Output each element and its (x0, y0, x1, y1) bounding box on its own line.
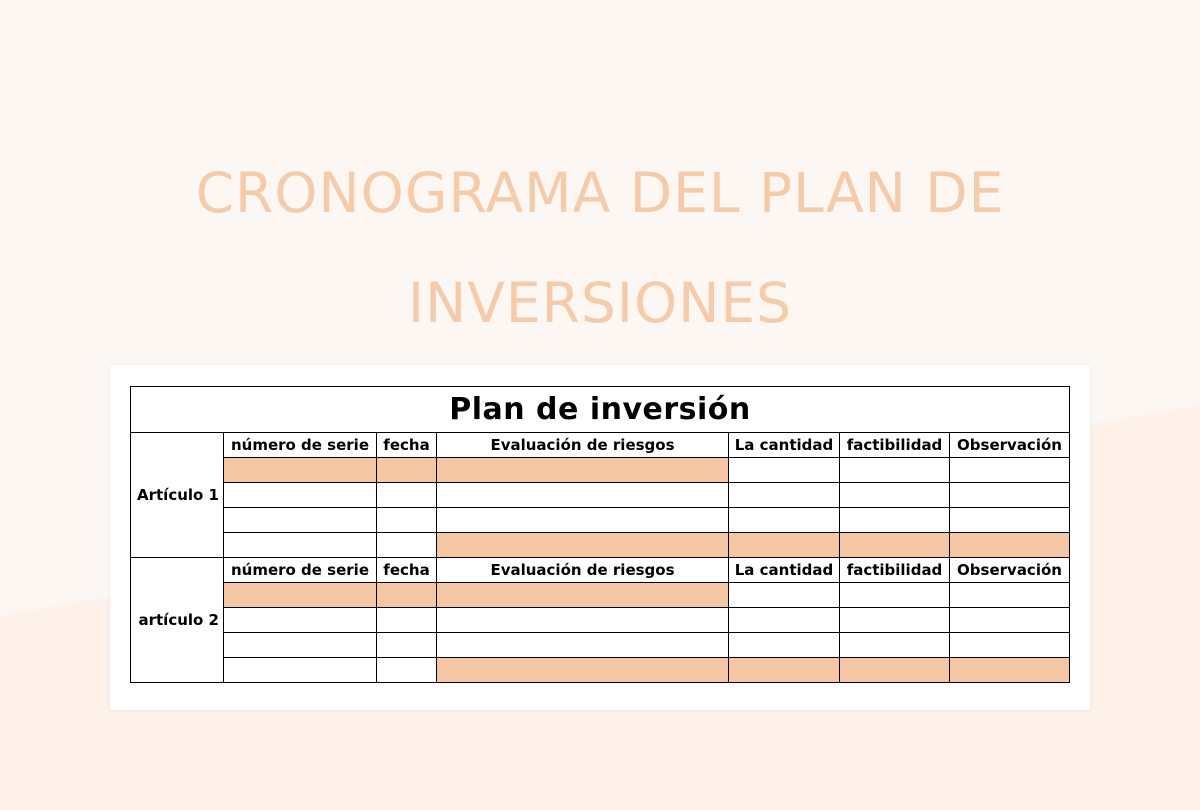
table-cell[interactable] (437, 658, 729, 683)
table-cell[interactable] (950, 608, 1070, 633)
column-header-observation: Observación (950, 433, 1070, 458)
table-row (131, 583, 1070, 608)
table-cell[interactable] (224, 533, 377, 558)
table-cell[interactable] (840, 633, 950, 658)
investment-plan-table (130, 386, 1070, 683)
table-cell[interactable] (840, 583, 950, 608)
table-cell[interactable] (224, 508, 377, 533)
table-cell[interactable] (840, 483, 950, 508)
page-title-line-2: INVERSIONES (407, 271, 793, 335)
table-cell[interactable] (729, 483, 840, 508)
table-cell[interactable] (377, 483, 437, 508)
table-cell[interactable] (437, 608, 729, 633)
column-header-serial-number: número de serie (224, 433, 377, 458)
column-header-amount: La cantidad (729, 433, 840, 458)
table-cell[interactable] (437, 633, 729, 658)
table-cell[interactable] (840, 658, 950, 683)
table-cell[interactable] (950, 633, 1070, 658)
column-header-observation: Observación (950, 558, 1070, 583)
group-label-articulo-2: artículo 2 (131, 558, 224, 683)
table-cell[interactable] (224, 633, 377, 658)
table-cell[interactable] (729, 458, 840, 483)
table-cell[interactable] (224, 458, 377, 483)
table-cell[interactable] (729, 633, 840, 658)
table-cell[interactable] (950, 508, 1070, 533)
table-cell[interactable] (224, 583, 377, 608)
table-row (131, 633, 1070, 658)
column-header-risk-evaluation: Evaluación de riesgos (437, 433, 729, 458)
table-cell[interactable] (729, 533, 840, 558)
table-cell[interactable] (729, 508, 840, 533)
table-cell[interactable] (437, 458, 729, 483)
column-header-serial-number: número de serie (224, 558, 377, 583)
column-header-date: fecha (377, 433, 437, 458)
table-title: Plan de inversión (131, 387, 1070, 433)
table-card (110, 365, 1090, 710)
table-cell[interactable] (950, 483, 1070, 508)
table-cell[interactable] (224, 483, 377, 508)
table-cell[interactable] (377, 508, 437, 533)
table-cell[interactable] (840, 608, 950, 633)
table-cell[interactable] (950, 583, 1070, 608)
table-cell[interactable] (437, 583, 729, 608)
table-row (131, 483, 1070, 508)
table-cell[interactable] (437, 533, 729, 558)
column-header-feasibility: factibilidad (840, 433, 950, 458)
table-row (131, 533, 1070, 558)
table-cell[interactable] (377, 583, 437, 608)
table-cell[interactable] (950, 533, 1070, 558)
table-cell[interactable] (729, 583, 840, 608)
column-header-date: fecha (377, 558, 437, 583)
table-header-row (131, 558, 1070, 583)
table-cell[interactable] (729, 658, 840, 683)
table-row (131, 508, 1070, 533)
table-cell[interactable] (377, 658, 437, 683)
column-header-risk-evaluation: Evaluación de riesgos (437, 558, 729, 583)
table-cell[interactable] (840, 458, 950, 483)
table-cell[interactable] (840, 533, 950, 558)
table-cell[interactable] (437, 483, 729, 508)
table-cell[interactable] (840, 508, 950, 533)
page-title (0, 138, 1200, 358)
table-cell[interactable] (950, 458, 1070, 483)
table-cell[interactable] (224, 658, 377, 683)
table-row (131, 658, 1070, 683)
table-cell[interactable] (950, 658, 1070, 683)
column-header-amount: La cantidad (729, 558, 840, 583)
table-cell[interactable] (377, 533, 437, 558)
group-label-articulo-1: Artículo 1 (131, 433, 224, 558)
table-cell[interactable] (377, 458, 437, 483)
table-title-row (131, 387, 1070, 433)
table-cell[interactable] (377, 608, 437, 633)
table-cell[interactable] (729, 608, 840, 633)
page-title-line-1: CRONOGRAMA DEL PLAN DE (195, 161, 1005, 225)
table-cell[interactable] (437, 508, 729, 533)
table-row (131, 608, 1070, 633)
column-header-feasibility: factibilidad (840, 558, 950, 583)
table-cell[interactable] (377, 633, 437, 658)
table-row (131, 458, 1070, 483)
table-cell[interactable] (224, 608, 377, 633)
table-header-row (131, 433, 1070, 458)
